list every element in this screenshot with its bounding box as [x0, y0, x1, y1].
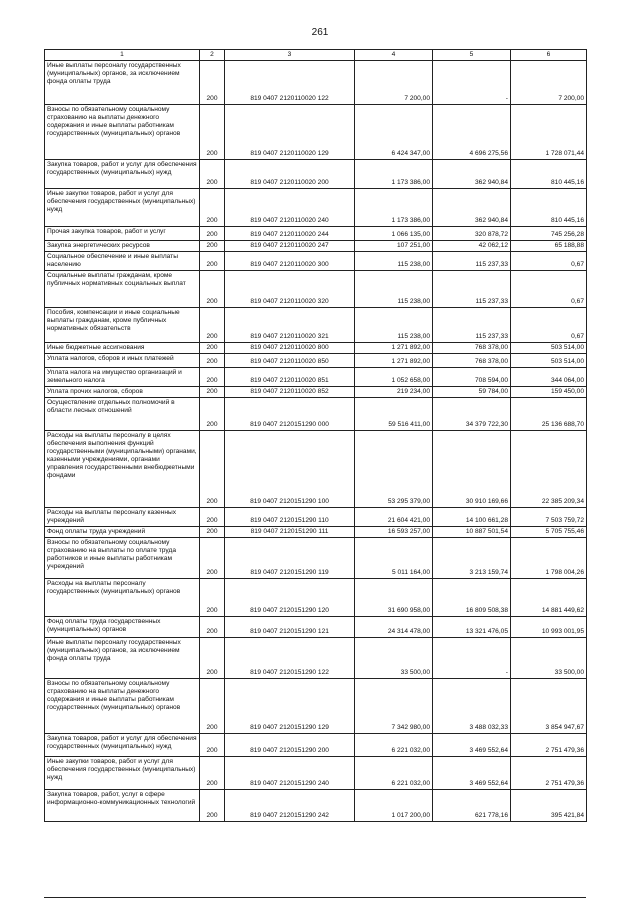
row-executed-cell: 10 887 501,54 [433, 527, 511, 538]
row-budget-code-cell: 819 0407 2120151290 120 [225, 579, 355, 617]
row-approved-cell: 115 238,00 [355, 308, 433, 343]
row-approved-cell: 107 251,00 [355, 241, 433, 252]
row-approved-cell: 1 017 200,00 [355, 790, 433, 822]
table-row [45, 271, 587, 308]
row-approved-cell: 115 238,00 [355, 252, 433, 271]
row-budget-code-cell: 819 0407 2120151290 000 [225, 398, 355, 431]
row-approved-cell: 31 690 958,00 [355, 579, 433, 617]
header-cell: 3 [225, 50, 355, 61]
row-executed-cell: 115 237,33 [433, 271, 511, 308]
row-budget-code-cell: 819 0407 2120110020 800 [225, 343, 355, 354]
row-executed-cell: - [433, 638, 511, 679]
header-cell: 5 [433, 50, 511, 61]
row-remaining-cell: 503 514,00 [511, 354, 587, 368]
row-budget-code-cell: 819 0407 2120110020 300 [225, 252, 355, 271]
row-executed-cell: 115 237,33 [433, 308, 511, 343]
table-row [45, 679, 587, 734]
row-executed-cell: 59 784,00 [433, 387, 511, 398]
row-remaining-cell: 395 421,84 [511, 790, 587, 822]
row-executed-cell: - [433, 61, 511, 105]
row-name-cell: Пособия, компенсации и иные социальные выплаты гражданам, кроме публичных нормативных обязательств [45, 308, 200, 343]
row-approved-cell: 6 221 032,00 [355, 757, 433, 790]
row-executed-cell: 115 237,33 [433, 252, 511, 271]
row-executed-cell: 3 488 032,33 [433, 679, 511, 734]
row-remaining-cell: 159 450,00 [511, 387, 587, 398]
row-line-code-cell: 200 [200, 368, 225, 387]
row-name-cell: Иные бюджетные ассигнования [45, 343, 200, 354]
table-row [45, 617, 587, 638]
row-approved-cell: 219 234,00 [355, 387, 433, 398]
row-line-code-cell: 200 [200, 508, 225, 527]
row-name-cell: Социальные выплаты гражданам, кроме публичных нормативных социальных выплат [45, 271, 200, 308]
row-line-code-cell: 200 [200, 61, 225, 105]
row-name-cell: Взносы по обязательному социальному страхованию на выплаты по оплате труда работников и иные выплаты работникам учреждений [45, 538, 200, 579]
row-budget-code-cell: 819 0407 2120151290 121 [225, 617, 355, 638]
row-budget-code-cell: 819 0407 2120151290 242 [225, 790, 355, 822]
row-line-code-cell: 200 [200, 617, 225, 638]
row-budget-code-cell: 819 0407 2120151290 240 [225, 757, 355, 790]
row-remaining-cell: 2 751 479,36 [511, 734, 587, 757]
row-budget-code-cell: 819 0407 2120110020 122 [225, 61, 355, 105]
table-row [45, 227, 587, 241]
row-line-code-cell: 200 [200, 734, 225, 757]
row-budget-code-cell: 819 0407 2120151290 119 [225, 538, 355, 579]
header-cell: 6 [511, 50, 587, 61]
row-remaining-cell: 7 200,00 [511, 61, 587, 105]
row-executed-cell: 768 378,00 [433, 354, 511, 368]
row-name-cell: Расходы на выплаты персоналу в целях обеспечения выполнения функций государственными (муниципальными) органами, казенными учреждениями, органами управления государственными внебюджетными фондами [45, 431, 200, 508]
row-line-code-cell: 200 [200, 790, 225, 822]
row-remaining-cell: 0,67 [511, 252, 587, 271]
row-approved-cell: 24 314 478,00 [355, 617, 433, 638]
table-row [45, 527, 587, 538]
header-cell: 1 [45, 50, 200, 61]
row-line-code-cell: 200 [200, 398, 225, 431]
row-line-code-cell: 200 [200, 189, 225, 227]
page-number: 261 [311, 27, 329, 38]
row-budget-code-cell: 819 0407 2120110020 247 [225, 241, 355, 252]
table-row [45, 354, 587, 368]
row-executed-cell: 3 469 552,64 [433, 757, 511, 790]
table-row [45, 398, 587, 431]
row-executed-cell: 14 100 661,28 [433, 508, 511, 527]
row-budget-code-cell: 819 0407 2120110020 129 [225, 105, 355, 160]
row-executed-cell: 3 213 159,74 [433, 538, 511, 579]
table-row [45, 189, 587, 227]
row-approved-cell: 7 200,00 [355, 61, 433, 105]
table-row [45, 241, 587, 252]
row-name-cell: Закупка товаров, работ, услуг в сфере информационно-коммуникационных технологий [45, 790, 200, 822]
row-remaining-cell: 33 500,00 [511, 638, 587, 679]
row-budget-code-cell: 819 0407 2120110020 852 [225, 387, 355, 398]
row-approved-cell: 1 066 135,00 [355, 227, 433, 241]
row-line-code-cell: 200 [200, 105, 225, 160]
row-budget-code-cell: 819 0407 2120151290 129 [225, 679, 355, 734]
row-name-cell: Фонд оплаты труда учреждений [45, 527, 200, 538]
row-budget-code-cell: 819 0407 2120110020 200 [225, 160, 355, 189]
row-executed-cell: 4 696 275,56 [433, 105, 511, 160]
row-budget-code-cell: 819 0407 2120110020 851 [225, 368, 355, 387]
row-remaining-cell: 745 256,28 [511, 227, 587, 241]
row-line-code-cell: 200 [200, 343, 225, 354]
table-row [45, 343, 587, 354]
row-executed-cell: 362 940,84 [433, 189, 511, 227]
table-row [45, 734, 587, 757]
table-row [45, 508, 587, 527]
page-bottom-rule [44, 897, 586, 898]
row-name-cell: Взносы по обязательному социальному страхованию на выплаты денежного содержания и иные выплаты работникам государственных (муниципальных) органов [45, 105, 200, 160]
row-line-code-cell: 200 [200, 271, 225, 308]
row-line-code-cell: 200 [200, 387, 225, 398]
row-approved-cell: 21 604 421,00 [355, 508, 433, 527]
table-row [45, 790, 587, 822]
row-remaining-cell: 2 751 479,36 [511, 757, 587, 790]
row-remaining-cell: 1 798 004,26 [511, 538, 587, 579]
budget-execution-table [44, 49, 587, 822]
table-row [45, 61, 587, 105]
row-remaining-cell: 10 993 001,95 [511, 617, 587, 638]
row-name-cell: Закупка товаров, работ и услуг для обеспечения государственных (муниципальных) нужд [45, 734, 200, 757]
table-row [45, 757, 587, 790]
row-line-code-cell: 200 [200, 679, 225, 734]
row-executed-cell: 13 321 476,05 [433, 617, 511, 638]
row-name-cell: Фонд оплаты труда государственных (муниципальных) органов [45, 617, 200, 638]
row-name-cell: Иные выплаты персоналу государственных (муниципальных) органов, за исключением фонда оплаты труда [45, 638, 200, 679]
row-executed-cell: 34 379 722,30 [433, 398, 511, 431]
row-line-code-cell: 200 [200, 757, 225, 790]
row-executed-cell: 362 940,84 [433, 160, 511, 189]
row-name-cell: Иные закупки товаров, работ и услуг для обеспечения государственных (муниципальных) нужд [45, 189, 200, 227]
row-line-code-cell: 200 [200, 638, 225, 679]
header-row [45, 50, 587, 61]
row-approved-cell: 1 173 386,00 [355, 189, 433, 227]
row-remaining-cell: 3 854 947,67 [511, 679, 587, 734]
row-approved-cell: 115 238,00 [355, 271, 433, 308]
row-name-cell: Осуществление отдельных полномочий в области лесных отношений [45, 398, 200, 431]
row-executed-cell: 30 910 169,66 [433, 431, 511, 508]
row-remaining-cell: 5 705 755,46 [511, 527, 587, 538]
row-remaining-cell: 7 503 759,72 [511, 508, 587, 527]
row-executed-cell: 3 469 552,64 [433, 734, 511, 757]
table-row [45, 105, 587, 160]
row-budget-code-cell: 819 0407 2120110020 320 [225, 271, 355, 308]
row-approved-cell: 1 271 892,00 [355, 354, 433, 368]
row-budget-code-cell: 819 0407 2120151290 100 [225, 431, 355, 508]
row-line-code-cell: 200 [200, 308, 225, 343]
header-cell: 2 [200, 50, 225, 61]
row-remaining-cell: 0,67 [511, 271, 587, 308]
row-budget-code-cell: 819 0407 2120110020 244 [225, 227, 355, 241]
row-name-cell: Закупка товаров, работ и услуг для обеспечения государственных (муниципальных) нужд [45, 160, 200, 189]
row-budget-code-cell: 819 0407 2120151290 200 [225, 734, 355, 757]
row-line-code-cell: 200 [200, 538, 225, 579]
row-line-code-cell: 200 [200, 579, 225, 617]
header-cell: 4 [355, 50, 433, 61]
row-approved-cell: 7 342 980,00 [355, 679, 433, 734]
row-line-code-cell: 200 [200, 160, 225, 189]
row-remaining-cell: 14 881 449,62 [511, 579, 587, 617]
row-remaining-cell: 65 188,88 [511, 241, 587, 252]
row-remaining-cell: 22 385 209,34 [511, 431, 587, 508]
row-name-cell: Иные выплаты персоналу государственных (муниципальных) органов, за исключением фонда оплаты труда [45, 61, 200, 105]
row-name-cell: Прочая закупка товаров, работ и услуг [45, 227, 200, 241]
table-row [45, 160, 587, 189]
row-remaining-cell: 25 136 688,70 [511, 398, 587, 431]
table-row [45, 579, 587, 617]
row-name-cell: Закупка энергетических ресурсов [45, 241, 200, 252]
row-executed-cell: 320 878,72 [433, 227, 511, 241]
row-approved-cell: 6 221 032,00 [355, 734, 433, 757]
row-approved-cell: 1 173 386,00 [355, 160, 433, 189]
row-name-cell: Расходы на выплаты персоналу казенных учреждений [45, 508, 200, 527]
row-remaining-cell: 503 514,00 [511, 343, 587, 354]
row-line-code-cell: 200 [200, 527, 225, 538]
row-remaining-cell: 810 445,16 [511, 189, 587, 227]
row-line-code-cell: 200 [200, 354, 225, 368]
row-executed-cell: 708 594,00 [433, 368, 511, 387]
row-budget-code-cell: 819 0407 2120151290 110 [225, 508, 355, 527]
row-budget-code-cell: 819 0407 2120110020 240 [225, 189, 355, 227]
row-name-cell: Уплата налога на имущество организаций и земельного налога [45, 368, 200, 387]
row-name-cell: Иные закупки товаров, работ и услуг для обеспечения государственных (муниципальных) нужд [45, 757, 200, 790]
row-approved-cell: 16 593 257,00 [355, 527, 433, 538]
table-row [45, 538, 587, 579]
table-row [45, 252, 587, 271]
table-row [45, 638, 587, 679]
row-budget-code-cell: 819 0407 2120110020 850 [225, 354, 355, 368]
row-line-code-cell: 200 [200, 252, 225, 271]
table-row [45, 368, 587, 387]
row-name-cell: Уплата прочих налогов, сборов [45, 387, 200, 398]
row-approved-cell: 1 271 892,00 [355, 343, 433, 354]
row-budget-code-cell: 819 0407 2120151290 111 [225, 527, 355, 538]
row-name-cell: Расходы на выплаты персоналу государственных (муниципальных) органов [45, 579, 200, 617]
table-row [45, 387, 587, 398]
row-remaining-cell: 810 445,16 [511, 160, 587, 189]
row-remaining-cell: 0,67 [511, 308, 587, 343]
row-budget-code-cell: 819 0407 2120110020 321 [225, 308, 355, 343]
row-name-cell: Социальное обеспечение и иные выплаты населению [45, 252, 200, 271]
row-approved-cell: 6 424 347,00 [355, 105, 433, 160]
row-approved-cell: 59 516 411,00 [355, 398, 433, 431]
row-name-cell: Уплата налогов, сборов и иных платежей [45, 354, 200, 368]
row-approved-cell: 33 500,00 [355, 638, 433, 679]
row-name-cell: Взносы по обязательному социальному страхованию на выплаты денежного содержания и иные выплаты работникам государственных (муниципальных) органов [45, 679, 200, 734]
row-approved-cell: 1 052 658,00 [355, 368, 433, 387]
table-row [45, 431, 587, 508]
row-executed-cell: 768 378,00 [433, 343, 511, 354]
row-budget-code-cell: 819 0407 2120151290 122 [225, 638, 355, 679]
row-remaining-cell: 344 064,00 [511, 368, 587, 387]
row-executed-cell: 621 778,16 [433, 790, 511, 822]
row-line-code-cell: 200 [200, 431, 225, 508]
row-line-code-cell: 200 [200, 227, 225, 241]
row-line-code-cell: 200 [200, 241, 225, 252]
row-executed-cell: 42 062,12 [433, 241, 511, 252]
row-approved-cell: 5 011 164,00 [355, 538, 433, 579]
row-approved-cell: 53 295 379,00 [355, 431, 433, 508]
row-executed-cell: 16 809 508,38 [433, 579, 511, 617]
table-row [45, 308, 587, 343]
row-remaining-cell: 1 728 071,44 [511, 105, 587, 160]
